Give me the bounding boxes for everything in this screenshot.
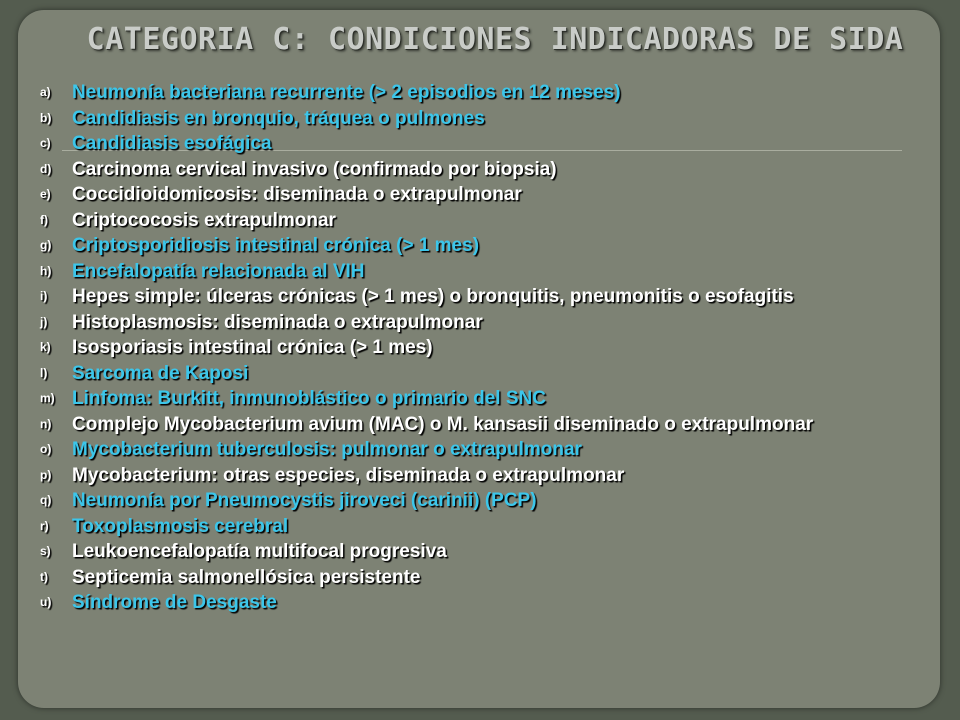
list-item-text: Encefalopatía relacionada al VIH [72,260,365,282]
list-item [40,182,910,208]
list-item-text: Criptococosis extrapulmonar [72,209,336,231]
list-marker: t) [40,569,48,584]
list-item [40,335,910,361]
list-item [40,284,910,310]
list-marker: j) [40,314,48,329]
list-item [40,437,910,463]
list-item-text: Toxoplasmosis cerebral [72,515,289,537]
list-item [40,590,910,616]
list-item [40,310,910,336]
list-marker: i) [40,289,48,303]
list-marker: l) [40,365,48,380]
list-item-text: Síndrome de Desgaste [72,592,277,613]
list-marker: h) [40,263,52,278]
list-item [40,106,910,132]
list-item [40,208,910,234]
list-marker: b) [40,110,52,125]
list-item-text: Septicemia salmonellósica persistente [72,566,421,588]
list-marker: a) [40,85,51,99]
list-item-text: Mycobacterium: otras especies, diseminada o extrapulmonar [72,464,625,486]
list-item-text: Mycobacterium tuberculosis: pulmonar o extrapulmonar [72,439,582,460]
list-item [40,259,910,285]
list-item-text: Coccidioidomicosis: diseminada o extrapulmonar [72,184,522,205]
list-marker: k) [40,340,51,354]
list-marker: o) [40,442,52,456]
list-item [40,233,910,259]
list-marker: r) [40,518,49,533]
list-item-text: Isosporiasis intestinal crónica (> 1 mes) [72,337,433,358]
list-marker: u) [40,595,52,609]
list-item [40,361,910,387]
list-marker: n) [40,416,52,431]
list-item-text: Neumonía bacteriana recurrente (> 2 episodios en 12 meses) [72,82,621,103]
list-marker: p) [40,467,52,482]
list-item-text: Histoplasmosis: diseminada o extrapulmonar [72,311,483,333]
list-item-text: Complejo Mycobacterium avium (MAC) o M. kansasii diseminado o extrapulmonar [72,413,814,435]
list-item-text: Criptosporidiosis intestinal crónica (> 1 mes) [72,235,480,256]
list-item-text: Sarcoma de Kaposi [72,362,249,384]
list-marker: e) [40,187,51,201]
list-marker: m) [40,391,55,405]
list-marker: q) [40,493,52,507]
list-marker: d) [40,161,52,176]
list-item-text: Candidiasis en bronquio, tráquea o pulmones [72,107,485,129]
list-marker: g) [40,238,52,252]
list-item [40,412,910,438]
list-item [40,80,910,106]
list-item [40,565,910,591]
list-item [40,488,910,514]
list-marker: s) [40,544,51,558]
list-marker: c) [40,136,51,150]
list-marker: f) [40,212,48,227]
list-item-text: Carcinoma cervical invasivo (confirmado por biopsia) [72,158,557,180]
list-item [40,463,910,489]
list-item-text: Linfoma: Burkitt, inmunoblástico o primario del SNC [72,388,546,409]
slide-title: CATEGORIA C: CONDICIONES INDICADORAS DE SIDA [86,22,904,57]
list-item-text: Neumonía por Pneumocystis jiroveci (carinii) (PCP) [72,490,537,511]
list-item [40,514,910,540]
list-item [40,386,910,412]
list-item-text: Leukoencefalopatía multifocal progresiva [72,541,447,562]
list-item-text: Hepes simple: úlceras crónicas (> 1 mes) o bronquitis, pneumonitis o esofagitis [72,286,794,307]
condition-list [40,80,910,616]
list-item [40,131,910,157]
list-item-text: Candidiasis esofágica [72,133,272,154]
list-item [40,539,910,565]
list-item [40,157,910,183]
